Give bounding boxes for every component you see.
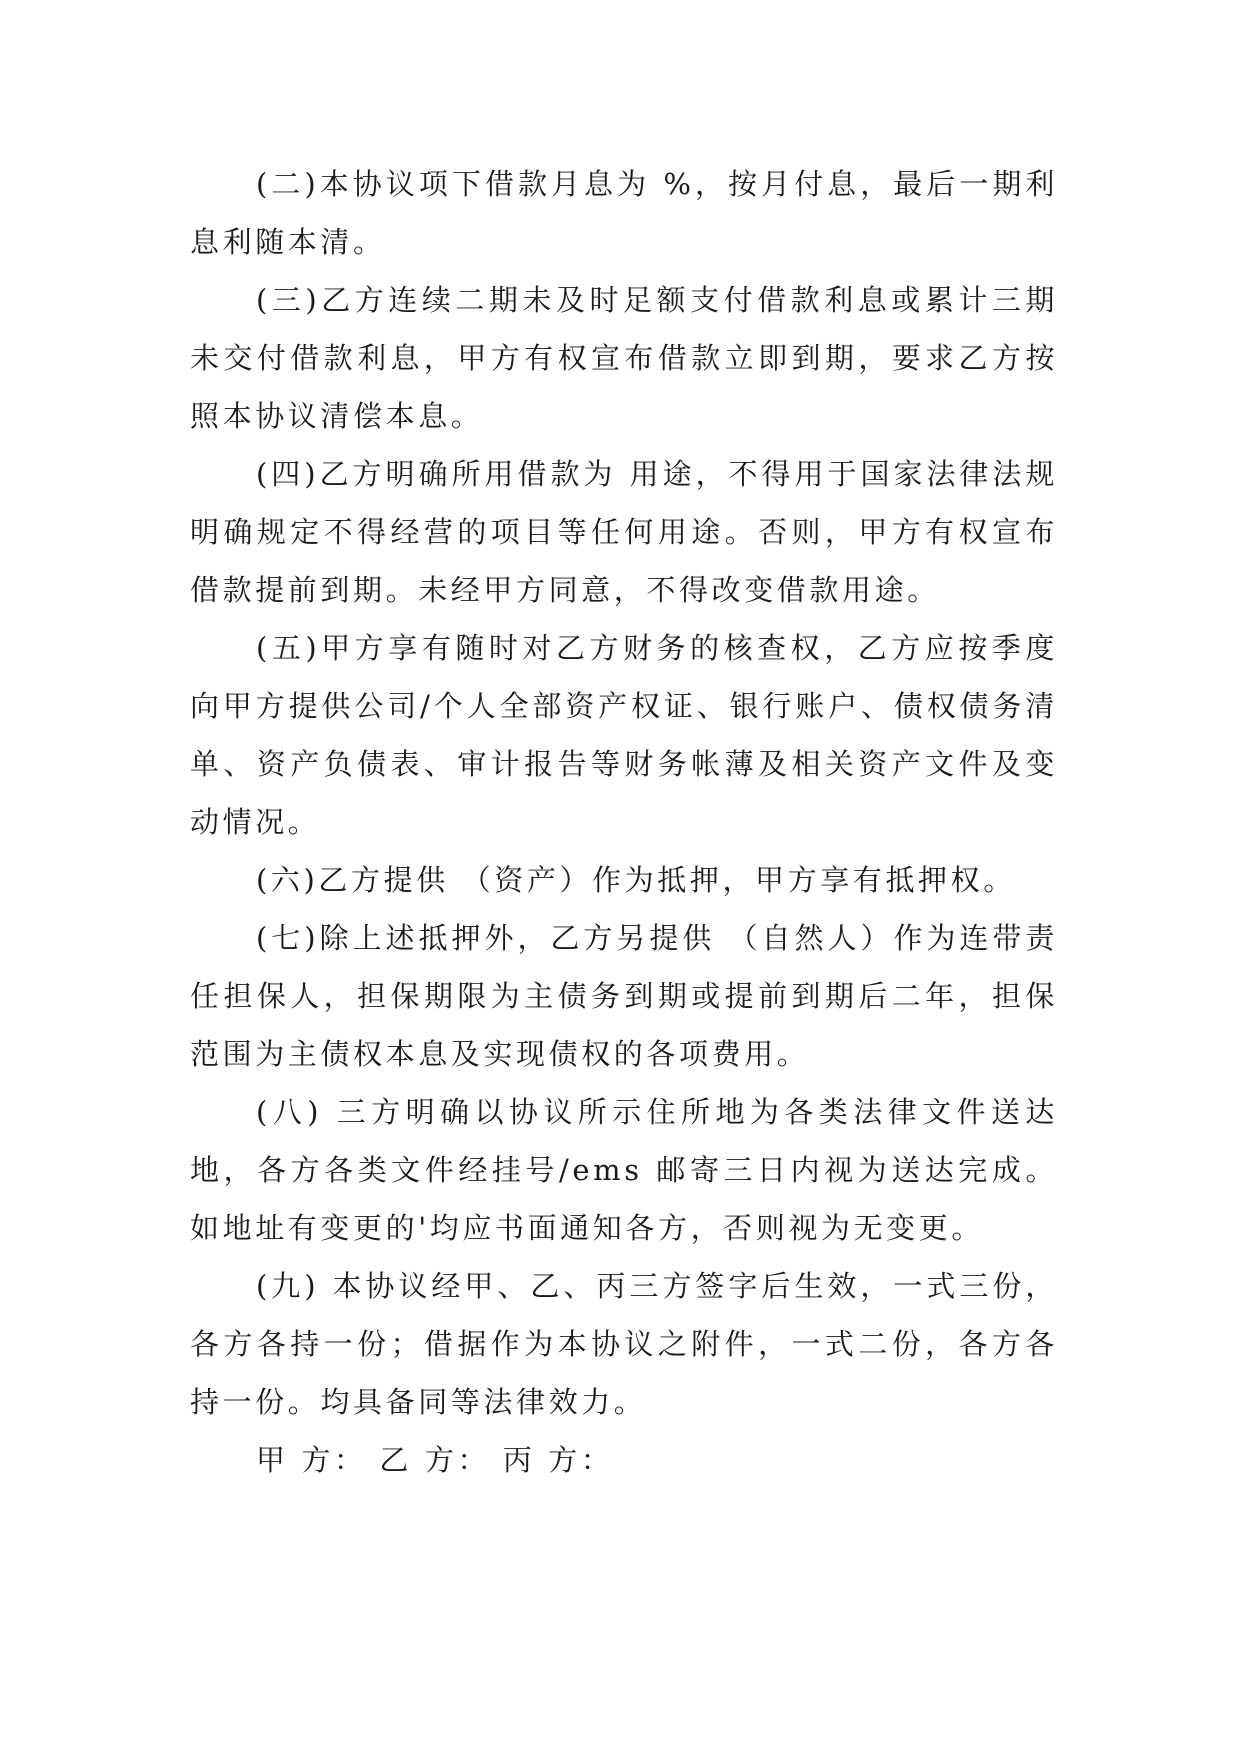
signature-line: 甲 方： 乙 方： 丙 方： [256, 1443, 614, 1477]
clause-3: (三)乙方连续二期未及时足额支付借款利息或累计三期未交付借款利息，甲方有权宣布借款立即到期，要求乙方按照本协议清偿本息。 [190, 283, 1058, 433]
clause-9: (九) 本协议经甲、乙、丙三方签字后生效，一式三份，各方各持一份；借据作为本协议之附件，一式二份，各方各持一份。均具备同等法律效力。 [190, 1269, 1058, 1419]
document-body [190, 155, 1058, 1489]
clause-4: (四)乙方明确所用借款为 用途，不得用于国家法律法规明确规定不得经营的项目等任何用途。否则，甲方有权宣布借款提前到期。未经甲方同意，不得改变借款用途。 [190, 457, 1058, 607]
clause-6: (六)乙方提供 （资产）作为抵押，甲方享有抵押权。 [256, 863, 1016, 897]
clause-2: (二)本协议项下借款月息为 %，按月付息，最后一期利息利随本清。 [190, 167, 1058, 259]
clause-5: (五)甲方享有随时对乙方财务的核查权，乙方应按季度向甲方提供公司/个人全部资产权证、银行账户、债权债务清单、资产负债表、审计报告等财务帐薄及相关资产文件及变动情况。 [190, 631, 1058, 839]
clause-8: (八) 三方明确以协议所示住所地为各类法律文件送达地，各方各类文件经挂号/ems 邮寄三日内视为送达完成。如地址有变更的'均应书面通知各方，否则视为无变更。 [190, 1095, 1058, 1245]
clause-7: (七)除上述抵押外，乙方另提供 （自然人）作为连带责任担保人，担保期限为主债务到期或提前到期后二年，担保范围为主债权本息及实现债权的各项费用。 [190, 921, 1058, 1071]
